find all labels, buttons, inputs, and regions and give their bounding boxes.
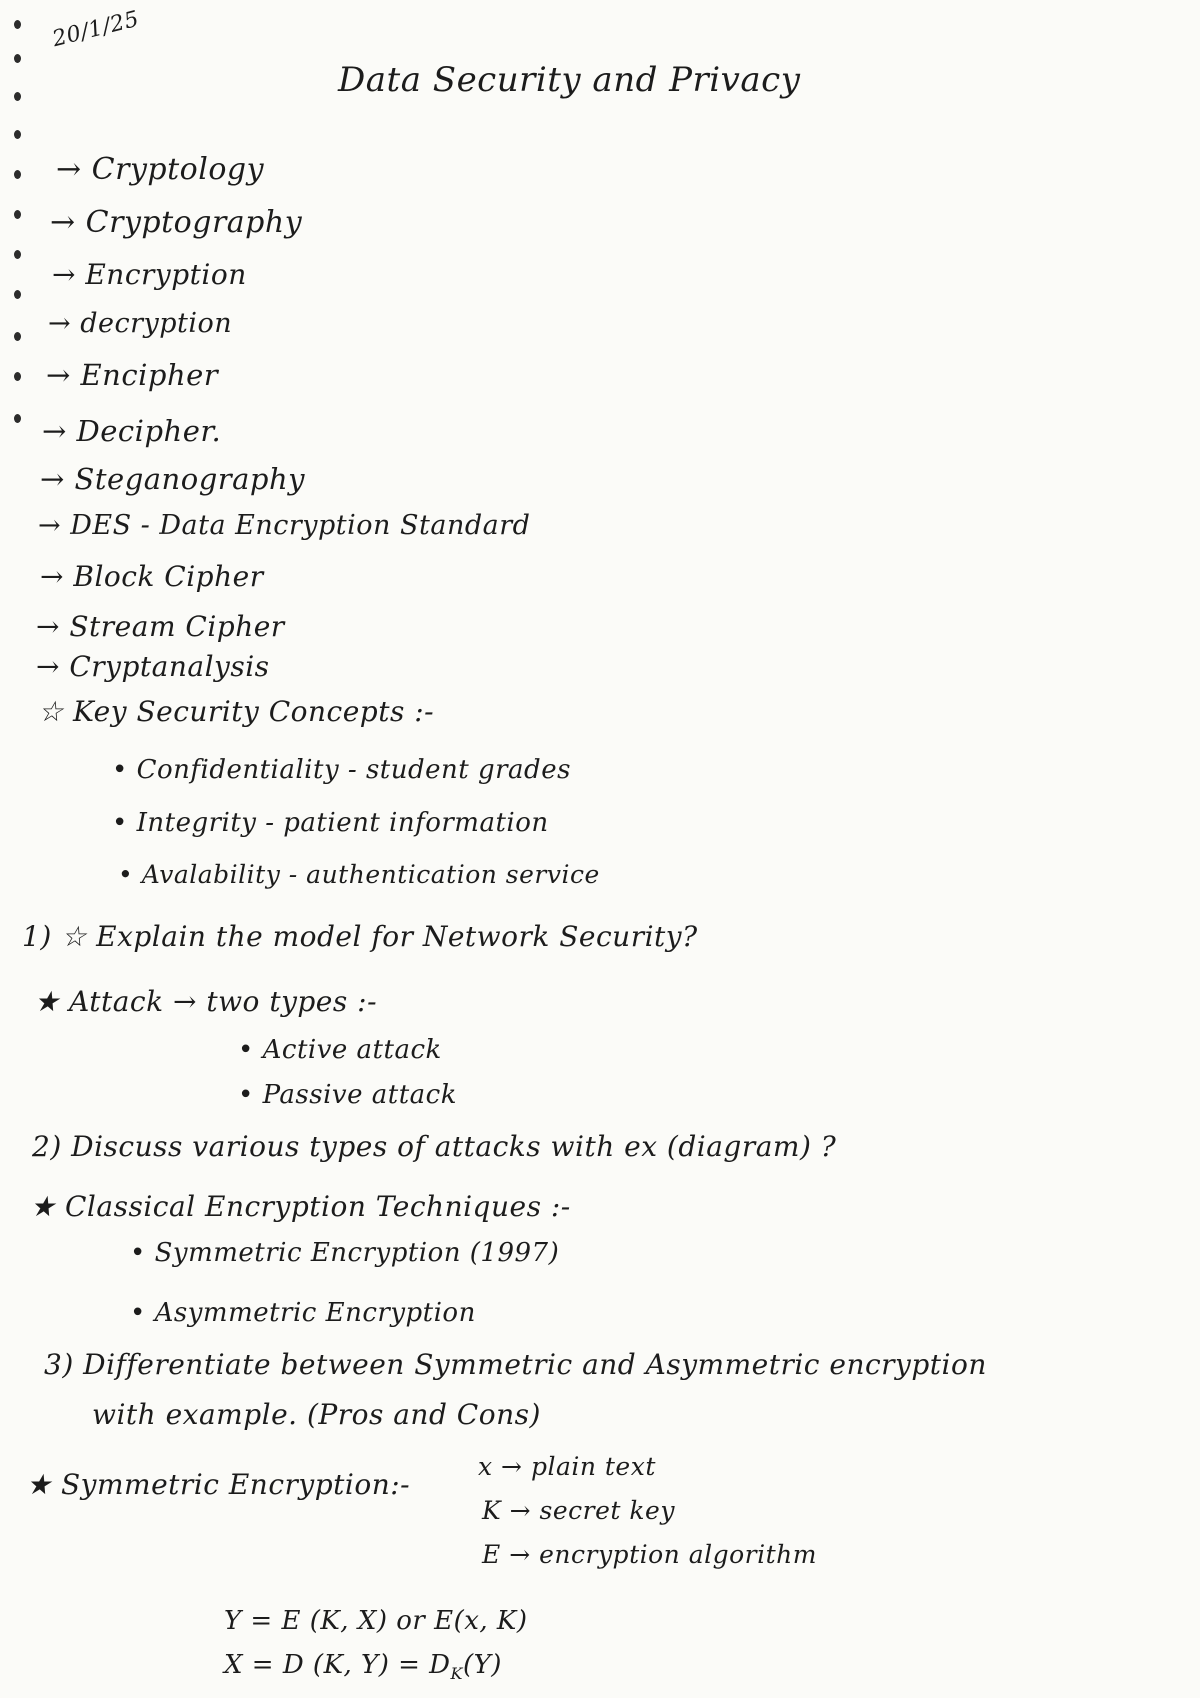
term-item: → Decipher. bbox=[42, 414, 222, 448]
term-item: → Stream Cipher bbox=[36, 610, 285, 643]
formula-decrypt bbox=[224, 1650, 502, 1683]
term-item: → Encipher bbox=[46, 358, 219, 392]
question-3-line2: with example. (Pros and Cons) bbox=[92, 1398, 541, 1431]
definition-item: E → encryption algorithm bbox=[482, 1540, 817, 1569]
term-item: → Steganography bbox=[40, 462, 306, 496]
term-item: → decryption bbox=[48, 308, 233, 339]
page-date: 20/1/25 bbox=[50, 6, 142, 53]
binding-hole bbox=[14, 210, 21, 219]
binding-hole bbox=[14, 130, 21, 139]
binding-hole bbox=[14, 250, 21, 259]
section-heading: ★ Classical Encryption Techniques :- bbox=[30, 1190, 571, 1223]
term-item: → Encryption bbox=[52, 258, 247, 291]
section-heading: ★ Attack → two types :- bbox=[34, 985, 378, 1018]
formula-decrypt-end: (Y) bbox=[462, 1650, 502, 1680]
binding-hole bbox=[14, 92, 21, 101]
page-title: Data Security and Privacy bbox=[338, 60, 801, 100]
concept-item: • Integrity - patient information bbox=[112, 808, 549, 838]
binding-hole bbox=[14, 170, 21, 179]
formula-decrypt-main: X = D (K, Y) = D bbox=[224, 1650, 451, 1680]
binding-hole bbox=[14, 54, 21, 63]
section-heading: ☆ Key Security Concepts :- bbox=[38, 695, 435, 728]
concept-item: • Confidentiality - student grades bbox=[112, 755, 571, 785]
binding-hole bbox=[14, 332, 21, 341]
binding-holes bbox=[14, 20, 24, 440]
formula-encrypt: Y = E (K, X) or E(x, K) bbox=[224, 1606, 528, 1636]
technique-item: • Symmetric Encryption (1997) bbox=[130, 1238, 560, 1268]
attack-item: • Active attack bbox=[238, 1035, 442, 1065]
definition-item: K → secret key bbox=[482, 1496, 675, 1525]
term-item: → Cryptanalysis bbox=[36, 650, 270, 683]
question-2: 2) Discuss various types of attacks with ex (diagram) ? bbox=[32, 1130, 837, 1163]
binding-hole bbox=[14, 414, 21, 423]
section-heading: ★ Symmetric Encryption:- bbox=[26, 1468, 411, 1501]
term-item: → Block Cipher bbox=[40, 560, 264, 593]
concept-item: • Avalability - authentication service bbox=[118, 860, 600, 889]
attack-item: • Passive attack bbox=[238, 1080, 457, 1110]
binding-hole bbox=[14, 20, 21, 29]
formula-decrypt-sub: K bbox=[450, 1664, 463, 1684]
question-3-line1: 3) Differentiate between Symmetric and Asymmetric encryption bbox=[44, 1348, 987, 1381]
term-item: → DES - Data Encryption Standard bbox=[38, 510, 531, 541]
term-item: → Cryptography bbox=[50, 205, 303, 240]
binding-hole bbox=[14, 372, 21, 381]
question-1: 1) ☆ Explain the model for Network Security? bbox=[22, 920, 698, 953]
term-item: → Cryptology bbox=[56, 152, 265, 187]
binding-hole bbox=[14, 290, 21, 299]
technique-item: • Asymmetric Encryption bbox=[130, 1298, 476, 1328]
definition-item: x → plain text bbox=[478, 1452, 656, 1481]
